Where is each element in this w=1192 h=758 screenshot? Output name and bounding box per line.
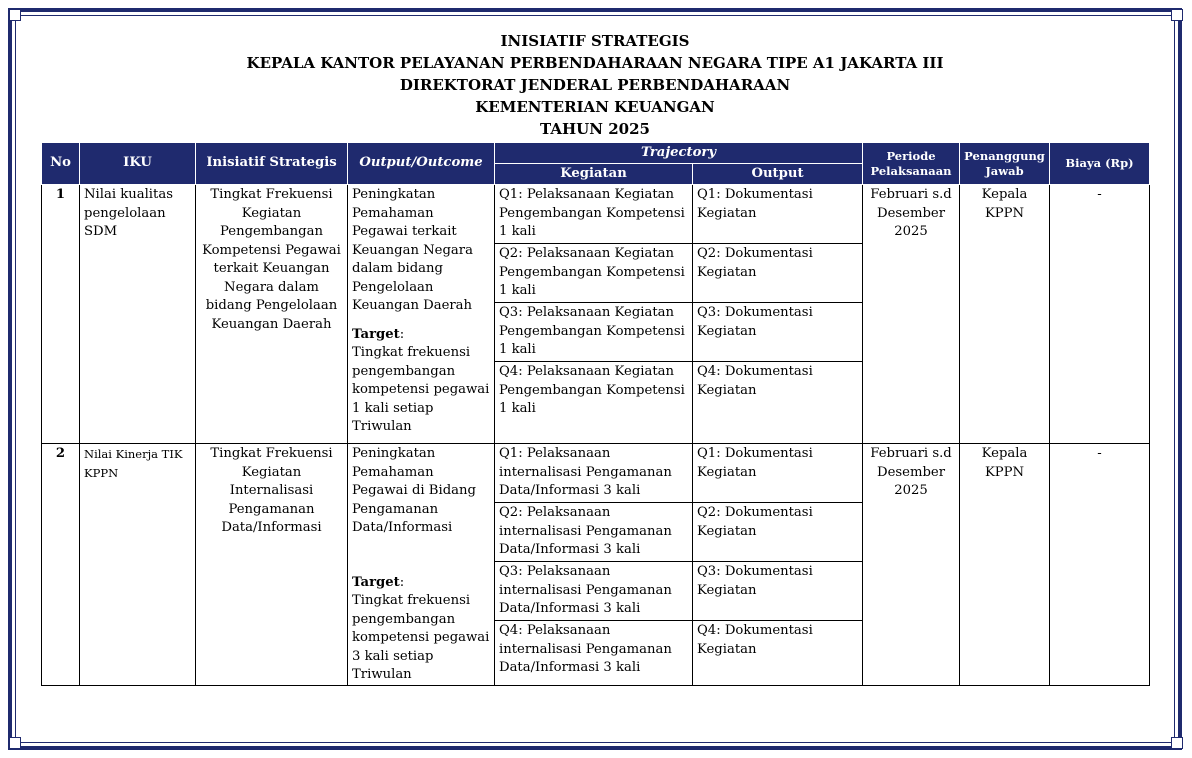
target-label: Target bbox=[352, 574, 400, 590]
output-cell: Q1: Dokumentasi Kegiatan bbox=[693, 185, 863, 244]
target-heading bbox=[352, 326, 490, 345]
kegiatan-cell: Q1: Pelaksanaan Kegiatan Pengembangan Kompetensi 1 kali bbox=[495, 185, 693, 244]
header-no: No bbox=[42, 143, 80, 185]
table-row bbox=[42, 185, 1150, 244]
target-heading bbox=[352, 574, 490, 593]
title-line: TAHUN 2025 bbox=[540, 120, 650, 138]
target-colon: : bbox=[399, 574, 405, 590]
document-title bbox=[40, 30, 1150, 140]
kegiatan-cell: Q2: Pelaksanaan internalisasi Pengamanan Data/Informasi 3 kali bbox=[495, 503, 693, 562]
target-label: Target bbox=[352, 326, 400, 342]
inisiatif-cell: Tingkat Frekuensi Kegiatan Pengembangan Kompetensi Pegawai terkait Keuangan Negara dalam bidang Pengelolaan Keuangan Daerah bbox=[196, 185, 348, 444]
target-text: Tingkat frekuensi pengembangan kompetensi pegawai 3 kali setiap Triwulan bbox=[352, 593, 490, 682]
output-cell: Q2: Dokumentasi Kegiatan bbox=[693, 503, 863, 562]
inisiatif-cell: Tingkat Frekuensi Kegiatan Internalisasi Pengamanan Data/Informasi bbox=[196, 444, 348, 686]
kegiatan-cell: Q4: Pelaksanaan Kegiatan Pengembangan Kompetensi 1 kali bbox=[495, 362, 693, 444]
kegiatan-cell: Q3: Pelaksanaan internalisasi Pengamanan Data/Informasi 3 kali bbox=[495, 562, 693, 621]
kegiatan-cell: Q4: Pelaksanaan internalisasi Pengamanan Data/Informasi 3 kali bbox=[495, 621, 693, 685]
header-kegiatan: Kegiatan bbox=[495, 164, 693, 185]
title-line: KEPALA KANTOR PELAYANAN PERBENDAHARAAN NEGARA TIPE A1 JAKARTA III bbox=[246, 54, 944, 72]
iku-cell: Nilai Kinerja TIK KPPN bbox=[80, 444, 196, 686]
row-number: 1 bbox=[42, 185, 80, 444]
output-cell: Q2: Dokumentasi Kegiatan bbox=[693, 244, 863, 303]
target-text: Tingkat frekuensi pengembangan kompetensi pegawai 1 kali setiap Triwulan bbox=[352, 345, 490, 434]
header-output-outcome: Output/Outcome bbox=[348, 143, 495, 185]
header-output: Output bbox=[693, 164, 863, 185]
outcome-cell bbox=[348, 444, 495, 686]
penanggung-cell: Kepala KPPN bbox=[960, 444, 1050, 686]
strategic-initiative-table bbox=[41, 142, 1150, 686]
output-cell: Q3: Dokumentasi Kegiatan bbox=[693, 562, 863, 621]
kegiatan-cell: Q2: Pelaksanaan Kegiatan Pengembangan Kompetensi 1 kali bbox=[495, 244, 693, 303]
corner-ornament bbox=[9, 9, 21, 21]
corner-ornament bbox=[9, 737, 21, 749]
header-penanggung-jawab: Penanggung Jawab bbox=[960, 143, 1050, 185]
corner-ornament bbox=[1171, 737, 1183, 749]
outcome-cell bbox=[348, 185, 495, 444]
header-biaya: Biaya (Rp) bbox=[1050, 143, 1150, 185]
biaya-cell: - bbox=[1050, 444, 1150, 686]
table-row bbox=[42, 444, 1150, 503]
header-periode: Periode Pelaksanaan bbox=[863, 143, 960, 185]
title-line: INISIATIF STRATEGIS bbox=[500, 32, 690, 50]
header-iku: IKU bbox=[80, 143, 196, 185]
output-cell: Q4: Dokumentasi Kegiatan bbox=[693, 362, 863, 444]
output-cell: Q4: Dokumentasi Kegiatan bbox=[693, 621, 863, 685]
periode-cell: Februari s.d Desember 2025 bbox=[863, 185, 960, 444]
output-cell: Q3: Dokumentasi Kegiatan bbox=[693, 303, 863, 362]
biaya-cell: - bbox=[1050, 185, 1150, 444]
outcome-text: Peningkatan Pemahaman Pegawai di Bidang Pengamanan Data/Informasi bbox=[352, 446, 476, 535]
penanggung-cell: Kepala KPPN bbox=[960, 185, 1050, 444]
kegiatan-cell: Q1: Pelaksanaan internalisasi Pengamanan Data/Informasi 3 kali bbox=[495, 444, 693, 503]
header-inisiatif: Inisiatif Strategis bbox=[196, 143, 348, 185]
title-line: DIREKTORAT JENDERAL PERBENDAHARAAN bbox=[399, 76, 791, 94]
row-number: 2 bbox=[42, 444, 80, 686]
output-cell: Q1: Dokumentasi Kegiatan bbox=[693, 444, 863, 503]
kegiatan-cell: Q3: Pelaksanaan Kegiatan Pengembangan Kompetensi 1 kali bbox=[495, 303, 693, 362]
iku-cell: Nilai kualitas pengelolaan SDM bbox=[80, 185, 196, 444]
title-line: KEMENTERIAN KEUANGAN bbox=[475, 98, 715, 116]
outcome-text: Peningkatan Pemahaman Pegawai terkait Keuangan Negara dalam bidang Pengelolaan Keuangan Daerah bbox=[352, 187, 473, 313]
header-trajectory: Trajectory bbox=[495, 143, 863, 164]
corner-ornament bbox=[1171, 9, 1183, 21]
target-colon: : bbox=[399, 326, 405, 342]
periode-cell: Februari s.d Desember 2025 bbox=[863, 444, 960, 686]
